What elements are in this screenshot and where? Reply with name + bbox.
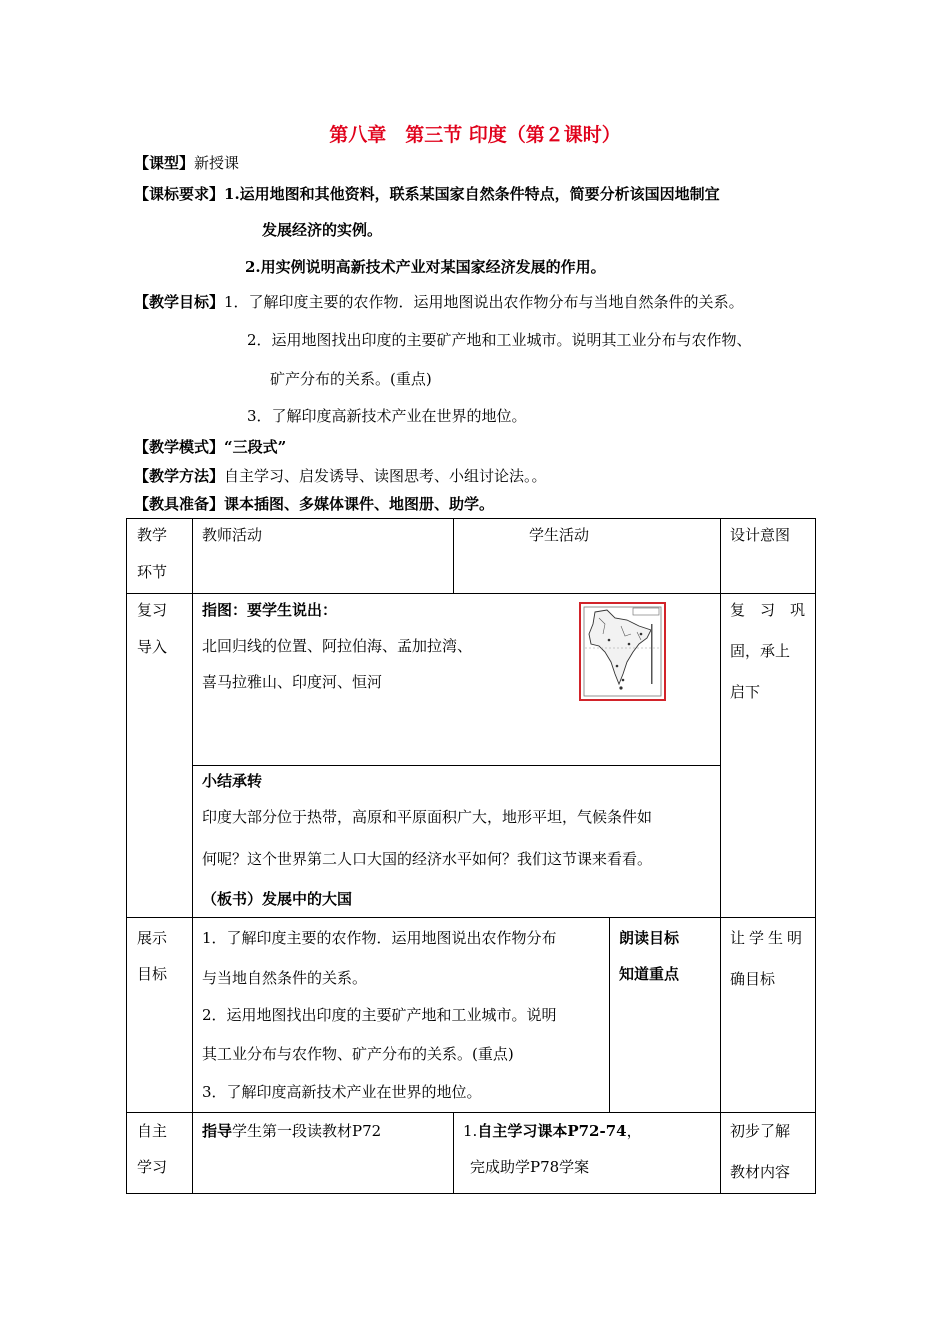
review-stage-l1: 复习 — [137, 601, 168, 619]
header-stage-l2: 环节 — [137, 563, 168, 581]
review-intent-l1: 复 习 巩 — [730, 601, 806, 619]
show-stage-l1: 展示 — [137, 929, 168, 947]
curriculum-label: 【课标要求】 — [134, 185, 225, 203]
review-summary-title: 小结承转 — [202, 772, 263, 790]
review-line1: 北回归线的位置、阿拉伯海、孟加拉湾、 — [202, 637, 473, 655]
review-intent-l3: 启下 — [730, 683, 761, 701]
teaching-tools — [134, 493, 494, 514]
review-intent-l2: 固，承上 — [730, 642, 791, 660]
show-objective-l1: 1．了解印度主要的农作物．运用地图说出农作物分布 — [202, 929, 557, 947]
self-teacher — [202, 1120, 381, 1141]
self-intent-l1: 初步了解 — [730, 1122, 791, 1140]
self-student-num: 1. — [463, 1122, 478, 1140]
objectives-line2: 2．运用地图找出印度的主要矿产地和工业城市。说明其工业分布与农作物、 — [247, 331, 752, 349]
tools-label: 【教具准备】 — [134, 495, 225, 513]
self-teacher-rest: 学生第一段读教材P72 — [232, 1122, 382, 1140]
review-stage-l2: 导入 — [137, 638, 168, 656]
review-summary-l1: 印度大部分位于热带，高原和平原面积广大，地形平坦，气候条件如 — [202, 808, 653, 826]
self-student-l2: 完成助学P78学案 — [470, 1158, 590, 1176]
review-board: （板书）发展中的大国 — [202, 890, 353, 908]
self-student-l1 — [463, 1120, 642, 1141]
header-student: 学生活动 — [529, 526, 590, 544]
objectives-label: 【教学目标】 — [134, 293, 225, 311]
india-map-thumbnail — [579, 602, 666, 701]
header-intent: 设计意图 — [730, 526, 791, 544]
show-objective-l2: 与当地自然条件的关系。 — [202, 969, 368, 987]
show-objective-l5: 3．了解印度高新技术产业在世界的地位。 — [202, 1083, 482, 1101]
show-stage-l2: 目标 — [137, 965, 168, 983]
teaching-mode — [134, 436, 286, 457]
self-student-bold: 自主学习课本P72-74 — [477, 1122, 627, 1140]
curriculum-text1: 1.运用地图和其他资料，联系某国家自然条件特点，简要分析该国因地制宜 — [224, 185, 720, 203]
mode-value: “三段式” — [224, 438, 287, 456]
self-intent-l2: 教材内容 — [730, 1163, 791, 1181]
self-student-tail: ， — [626, 1122, 642, 1140]
objectives-line3: 矿产分布的关系。(重点) — [270, 370, 432, 388]
lesson-type-value: 新授课 — [194, 154, 240, 172]
show-student-l1: 朗读目标 — [619, 929, 680, 947]
header-stage-l1: 教学 — [137, 526, 168, 544]
self-stage-l2: 学习 — [137, 1158, 168, 1176]
method-label: 【教学方法】 — [134, 467, 225, 485]
method-value: 自主学习、启发诱导、读图思考、小组讨论法。。 — [224, 467, 547, 485]
self-stage-l1: 自主 — [137, 1122, 168, 1140]
show-objective-l3: 2．运用地图找出印度的主要矿产地和工业城市。说明 — [202, 1006, 557, 1024]
tools-value: 课本插图、多媒体课件、地图册、助学。 — [224, 495, 495, 513]
objectives-line4: 3．了解印度高新技术产业在世界的地位。 — [247, 407, 527, 425]
page-title: 第八章 第三节 印度（第２课时） — [329, 124, 621, 146]
show-objective-l4: 其工业分布与农作物、矿产分布的关系。(重点) — [202, 1045, 514, 1063]
show-intent-l1: 让学生明 — [730, 929, 807, 947]
objectives-text1: 1．了解印度主要的农作物．运用地图说出农作物分布与当地自然条件的关系。 — [224, 293, 744, 311]
review-summary-l2: 何呢？这个世界第二人口大国的经济水平如何？我们这节课来看看。 — [202, 850, 653, 868]
mode-label: 【教学模式】 — [134, 438, 225, 456]
objectives-line1 — [134, 291, 744, 312]
self-teacher-bold: 指导 — [202, 1122, 233, 1140]
lesson-type — [134, 152, 239, 173]
curriculum-line2: 发展经济的实例。 — [262, 221, 383, 239]
lesson-type-label: 【课型】 — [134, 154, 195, 172]
show-intent-l2: 确目标 — [730, 970, 776, 988]
review-prompt: 指图：要学生说出： — [202, 601, 338, 619]
curriculum-line3: 2.用实例说明高新技术产业对某国家经济发展的作用。 — [245, 258, 606, 276]
india-map-drawing — [581, 604, 664, 699]
header-teacher: 教师活动 — [202, 526, 263, 544]
show-student-l2: 知道重点 — [619, 965, 680, 983]
curriculum-line1 — [134, 183, 720, 204]
teaching-method — [134, 465, 547, 486]
review-line2: 喜马拉雅山、印度河、恒河 — [202, 673, 383, 691]
